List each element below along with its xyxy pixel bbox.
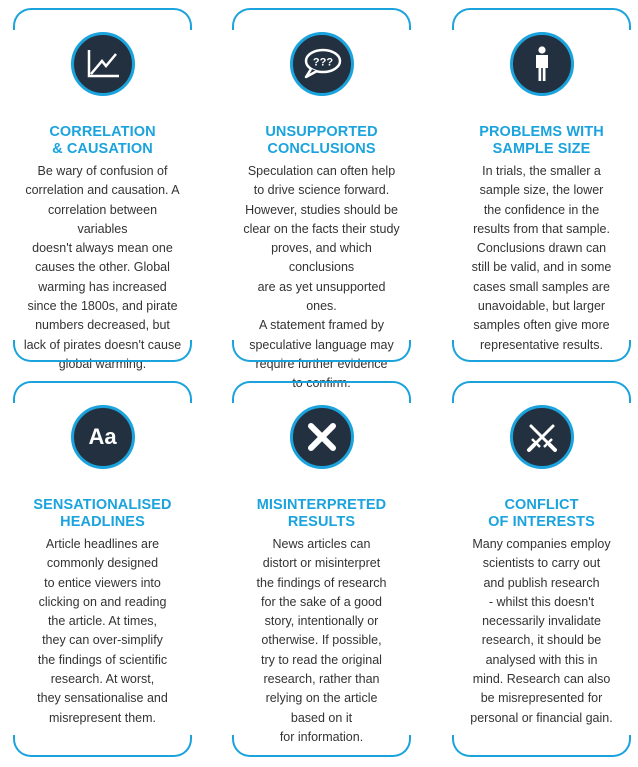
body-line: global warming.	[58, 356, 147, 371]
card-bottom-bracket	[232, 735, 411, 757]
body-line: representative results.	[480, 337, 603, 352]
card-bottom-bracket	[232, 340, 411, 362]
body-line: necessarily invalidate	[482, 614, 601, 629]
body-line: the findings of research	[256, 575, 387, 590]
card-problems-sample-size	[452, 8, 631, 362]
body-line: Conclusions drawn can	[476, 241, 607, 256]
body-line: results from that sample.	[473, 221, 610, 236]
body-line: they can over-simplify	[42, 633, 163, 648]
body-line: to drive science forward.	[253, 183, 390, 198]
speech-bubble-icon	[290, 32, 354, 96]
card-conflict-of-interests	[452, 381, 631, 757]
body-line: clicking on and reading	[38, 594, 167, 609]
speech-bubble-text: ???	[312, 56, 333, 69]
body-line: distort or misinterpret	[262, 556, 381, 571]
body-line: to entice viewers into	[44, 575, 161, 590]
body-line: for information.	[279, 729, 364, 744]
body-line: since the 1800s, and pirate	[27, 299, 178, 314]
card-body	[23, 535, 182, 728]
body-line: sample size, the lower	[479, 183, 604, 198]
card-bottom-bracket	[452, 340, 631, 362]
body-line: story, intentionally or	[264, 614, 379, 629]
body-line: are as yet unsupported ones.	[257, 279, 386, 314]
body-line: - whilst this doesn't	[488, 594, 595, 609]
body-line: otherwise. If possible,	[261, 633, 382, 648]
trend-chart-icon	[71, 32, 135, 96]
body-line: clear on the facts their study	[243, 221, 400, 236]
card-unsupported-conclusions	[232, 8, 411, 391]
person-icon	[510, 32, 574, 96]
title-line: SENSATIONALISED	[33, 497, 172, 513]
title-line: UNSUPPORTED	[265, 124, 378, 140]
card-body	[462, 162, 621, 355]
body-line: commonly designed	[46, 556, 159, 571]
body-line: News articles can	[272, 537, 371, 551]
title-line: OF INTERESTS	[488, 514, 595, 530]
title-line: CONCLUSIONS	[267, 141, 376, 157]
body-line: numbers decreased, but	[35, 318, 170, 333]
body-line: However, studies should be	[245, 202, 398, 217]
card-correlation-causation	[13, 8, 192, 371]
body-line: A statement framed by	[258, 318, 385, 333]
body-line: doesn't always mean one	[32, 241, 173, 256]
title-line: SAMPLE SIZE	[492, 141, 591, 157]
body-line: speculative language may	[249, 337, 394, 352]
title-line: & CAUSATION	[52, 141, 153, 157]
card-misinterpreted-results	[232, 381, 411, 757]
body-line: research. At worst,	[50, 672, 155, 687]
body-line: the article. At times,	[47, 614, 158, 629]
card-title	[13, 124, 192, 158]
body-line: still be valid, and in some	[471, 260, 612, 275]
card-top-bracket	[232, 381, 411, 403]
body-line: misrepresent them.	[49, 710, 156, 725]
body-line: cases small samples are	[473, 279, 610, 294]
card-top-bracket	[13, 8, 192, 30]
body-line: proves, and which conclusions	[271, 241, 372, 275]
title-line: HEADLINES	[60, 514, 145, 530]
body-line: Be wary of confusion of	[37, 164, 168, 178]
body-line: unavoidable, but larger	[477, 299, 606, 314]
body-line: lack of pirates doesn't cause	[23, 337, 182, 352]
body-line: be misrepresented for	[480, 691, 603, 706]
body-line: require further evidence	[255, 356, 388, 371]
title-line: CORRELATION	[49, 124, 156, 140]
card-bottom-bracket	[452, 735, 631, 757]
card-title	[452, 124, 631, 158]
body-line: try to read the original	[261, 652, 382, 667]
body-line: research, rather than	[263, 672, 380, 687]
body-line: mind. Research can also	[472, 672, 611, 687]
card-top-bracket	[452, 381, 631, 403]
body-line: correlation between variables	[47, 202, 158, 236]
card-title	[13, 497, 192, 531]
body-line: based on it	[290, 710, 353, 725]
body-line: Many companies employ	[472, 537, 611, 551]
title-line: MISINTERPRETED	[256, 497, 387, 513]
cross-icon	[290, 405, 354, 469]
card-body	[462, 535, 621, 728]
title-line: CONFLICT	[504, 497, 579, 513]
card-top-bracket	[13, 381, 192, 403]
card-bottom-bracket	[13, 340, 192, 362]
title-line: RESULTS	[287, 514, 356, 530]
body-line: Speculation can often help	[247, 164, 396, 178]
body-line: research, it should be	[481, 633, 602, 648]
crossed-swords-icon	[510, 405, 574, 469]
card-body	[242, 535, 401, 747]
body-line: the findings of scientific	[37, 652, 168, 667]
title-line: PROBLEMS WITH	[479, 124, 604, 140]
body-line: causes the other. Global	[35, 260, 170, 275]
card-sensationalised-headlines	[13, 381, 192, 757]
body-line: Article headlines are	[45, 537, 160, 551]
font-aa-text: Aa	[88, 424, 117, 449]
body-line: analysed with this in	[485, 652, 598, 667]
body-line: relying on the article	[265, 691, 378, 706]
card-bottom-bracket	[13, 735, 192, 757]
body-line: personal or financial gain.	[470, 710, 613, 725]
card-title	[232, 497, 411, 531]
body-line: for the sake of a good	[261, 594, 382, 609]
body-line: correlation and causation. A	[25, 183, 180, 198]
body-line: to confirm.	[292, 376, 351, 391]
body-line: the confidence in the	[483, 202, 600, 217]
font-aa-icon	[71, 405, 135, 469]
card-title	[232, 124, 411, 158]
card-top-bracket	[452, 8, 631, 30]
body-line: and publish research	[483, 575, 600, 590]
body-line: scientists to carry out	[482, 556, 601, 571]
card-title	[452, 497, 631, 531]
body-line: samples often give more	[473, 318, 610, 333]
body-line: they sensationalise and	[37, 691, 168, 706]
card-top-bracket	[232, 8, 411, 30]
body-line: In trials, the smaller a	[482, 164, 601, 178]
body-line: warming has increased	[38, 279, 167, 294]
